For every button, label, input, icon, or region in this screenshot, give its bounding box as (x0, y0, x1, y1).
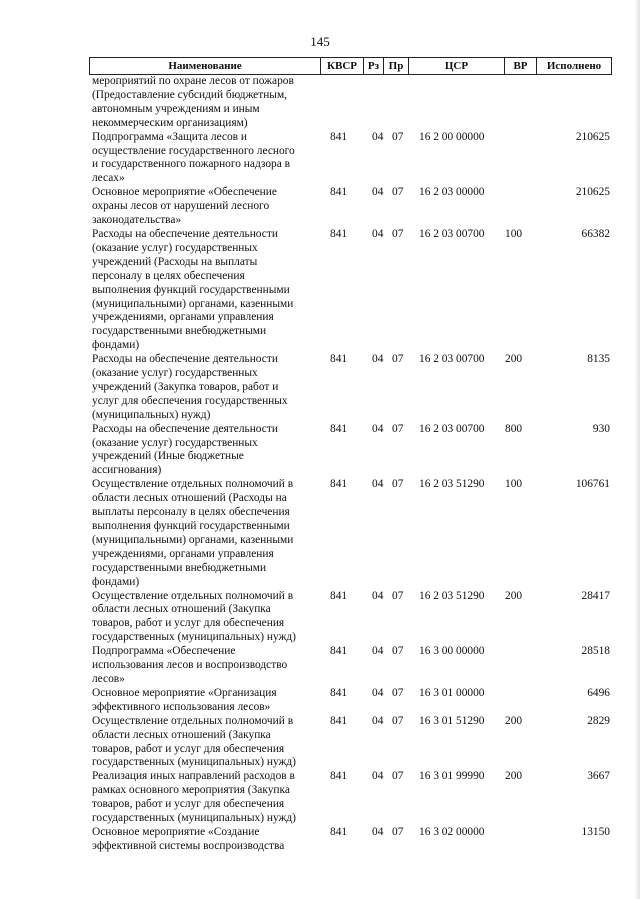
row-name-line: (Предоставление субсидий бюджетным, (92, 88, 287, 101)
header-csr: ЦСР (408, 58, 504, 74)
cell-vr: 200 (505, 589, 523, 602)
cell-executed: 210625 (575, 130, 610, 143)
cell-csr: 16 2 03 51290 (419, 478, 485, 491)
row-name (92, 478, 320, 589)
row-name-line: государственными внебюджетными (92, 325, 267, 338)
row-name-line: выполнения функций государственными (92, 520, 290, 532)
row-name-line: (муниципальными) органами, казенными (92, 297, 294, 310)
row-name (92, 826, 320, 854)
cell-pr: 07 (392, 353, 404, 366)
row-name-line: Подпрограмма «Обеспечение (92, 645, 236, 658)
row-name-line: товаров, работ и услуг для обеспечения (92, 742, 285, 755)
row-name-line: лесов» (92, 672, 125, 685)
cell-executed: 28518 (581, 645, 610, 658)
row-name-line: (муниципальными) органами, казенными (92, 533, 294, 546)
cell-kvsr: 841 (330, 186, 348, 199)
row-name-line: области лесных отношений (Расходы на (92, 492, 287, 505)
cell-kvsr: 841 (330, 714, 348, 727)
row-name-line: законодательства» (92, 214, 182, 227)
row-name (92, 353, 320, 423)
row-name (92, 186, 320, 228)
cell-rz: 04 (372, 130, 384, 143)
cell-executed: 8135 (587, 353, 610, 366)
row-name-line: охраны лесов от нарушений лесного (92, 200, 270, 213)
cell-csr: 16 3 01 99990 (419, 770, 485, 783)
cell-executed: 13150 (581, 825, 610, 838)
cell-rz: 04 (372, 227, 384, 240)
row-name (92, 687, 320, 715)
row-name-line: государственных (муниципальных) нужд) (92, 756, 296, 769)
cell-executed: 930 (592, 422, 610, 435)
table-row (92, 353, 612, 423)
row-name-line: выполнения функций государственными (92, 283, 290, 296)
row-name-line: учреждений (Расходы на выплаты (92, 255, 258, 268)
row-name (92, 715, 320, 771)
table-row (92, 770, 612, 826)
row-name-line: государственными внебюджетными (92, 561, 267, 574)
row-name-line: товаров, работ и услуг для обеспечения (92, 617, 285, 630)
cell-csr: 16 2 03 00700 (419, 422, 485, 435)
row-name-line: (оказание услуг) государственных (92, 436, 258, 449)
cell-pr: 07 (392, 770, 404, 783)
cell-csr: 16 2 03 51290 (419, 589, 485, 602)
cell-executed: 6496 (587, 686, 610, 699)
cell-vr: 100 (505, 227, 523, 240)
row-name-line: (оказание услуг) государственных (92, 241, 258, 254)
header-name: Наименование (89, 58, 320, 74)
cell-rz: 04 (372, 825, 384, 838)
table-row (92, 131, 612, 187)
row-name-line: лесах» (92, 172, 125, 185)
row-name-line: Расходы на обеспечение деятельности (92, 227, 278, 240)
row-name-line: области лесных отношений (Закупка (92, 728, 271, 741)
row-name-line: области лесных отношений (Закупка (92, 603, 271, 616)
row-name-line: Подпрограмма «Защита лесов и (92, 130, 247, 143)
cell-pr: 07 (392, 186, 404, 199)
cell-kvsr: 841 (330, 770, 348, 783)
row-name (92, 228, 320, 353)
row-name-line: эффективного использования лесов» (92, 700, 271, 713)
row-name (92, 423, 320, 479)
row-name-line: Реализация иных направлений расходов в (92, 770, 295, 783)
row-name (92, 131, 320, 187)
row-name-line: эффективной системы воспроизводства (92, 839, 285, 852)
table-row (92, 590, 612, 646)
row-name-line: товаров, работ и услуг для обеспечения (92, 798, 285, 811)
cell-pr: 07 (392, 589, 404, 602)
cell-csr: 16 3 00 00000 (419, 645, 485, 658)
cell-vr: 200 (505, 714, 523, 727)
header-vr: ВР (504, 58, 536, 74)
row-name-line: (муниципальных) нужд) (92, 408, 211, 421)
row-name-line: автономным учреждениям и иным (92, 102, 260, 115)
table-row (92, 645, 612, 687)
cell-csr: 16 3 01 00000 (419, 686, 485, 699)
cell-kvsr: 841 (330, 353, 348, 366)
cell-kvsr: 841 (330, 130, 348, 143)
row-name-line: услуг для обеспечения государственных (92, 394, 288, 407)
row-name-line: Основное мероприятие «Создание (92, 825, 260, 838)
cell-csr: 16 3 02 00000 (419, 825, 485, 838)
header-kvsr: КВСР (320, 58, 363, 74)
cell-csr: 16 2 00 00000 (419, 130, 485, 143)
row-name-line: учреждений (Закупка товаров, работ и (92, 380, 279, 393)
row-name-line: и государственного пожарного надзора в (92, 158, 290, 171)
cell-kvsr: 841 (330, 686, 348, 699)
row-name-line: персоналу в целях обеспечения (92, 269, 245, 282)
cell-kvsr: 841 (330, 422, 348, 435)
row-name-line: выплаты персоналу в целях обеспечения (92, 506, 290, 519)
cell-vr: 200 (505, 353, 523, 366)
cell-pr: 07 (392, 645, 404, 658)
page-number: 145 (310, 34, 330, 49)
cell-vr: 800 (505, 422, 523, 435)
cell-pr: 07 (392, 686, 404, 699)
cell-rz: 04 (372, 353, 384, 366)
cell-csr: 16 2 03 00700 (419, 353, 485, 366)
table-row (92, 423, 612, 479)
cell-pr: 07 (392, 130, 404, 143)
cell-kvsr: 841 (330, 825, 348, 838)
row-name-line: ассигнования) (92, 464, 162, 477)
table-row (92, 687, 612, 715)
cell-kvsr: 841 (330, 589, 348, 602)
cell-rz: 04 (372, 645, 384, 658)
header-executed: Исполнено (536, 58, 612, 74)
table-row (92, 478, 612, 589)
row-name (92, 770, 320, 826)
cell-executed: 3667 (587, 770, 610, 783)
page-edge-shadow (634, 0, 640, 899)
cell-pr: 07 (392, 478, 404, 491)
cell-csr: 16 3 01 51290 (419, 714, 485, 727)
row-name-line: некоммерческим организациям) (92, 116, 248, 129)
cell-vr: 200 (505, 770, 523, 783)
cell-vr: 100 (505, 478, 523, 491)
cell-rz: 04 (372, 422, 384, 435)
table-header (89, 57, 612, 75)
row-name-line: мероприятий по охране лесов от пожаров (92, 75, 294, 87)
cell-rz: 04 (372, 589, 384, 602)
cell-pr: 07 (392, 227, 404, 240)
row-name-line: учреждений (Иные бюджетные (92, 450, 244, 463)
row-name-line: государственных (муниципальных) нужд) (92, 812, 296, 825)
cell-pr: 07 (392, 422, 404, 435)
cell-rz: 04 (372, 770, 384, 783)
table-row (92, 228, 612, 353)
cell-rz: 04 (372, 686, 384, 699)
table-row (92, 186, 612, 228)
cell-csr: 16 2 03 00700 (419, 227, 485, 240)
cell-executed: 2829 (587, 714, 610, 727)
row-name-line: фондами) (92, 339, 140, 352)
cell-executed: 106761 (575, 478, 610, 491)
row-name-line: Осуществление отдельных полномочий в (92, 478, 294, 491)
cell-executed: 28417 (581, 589, 610, 602)
row-name-line: Расходы на обеспечение деятельности (92, 422, 278, 435)
header-rz: Рз (363, 58, 383, 74)
table-body (92, 75, 612, 854)
row-name-line: учреждениями, органами управления (92, 311, 274, 324)
cell-rz: 04 (372, 714, 384, 727)
row-name-line: фондами) (92, 575, 140, 588)
row-name (92, 590, 320, 646)
cell-executed: 66382 (581, 227, 610, 240)
row-name (92, 645, 320, 687)
row-name-line: учреждениями, органами управления (92, 547, 274, 560)
row-name-line: Основное мероприятие «Организация (92, 686, 277, 699)
row-name-line: использования лесов и воспроизводство (92, 659, 288, 672)
cell-pr: 07 (392, 714, 404, 727)
cell-kvsr: 841 (330, 478, 348, 491)
cell-rz: 04 (372, 186, 384, 199)
row-name-line: Расходы на обеспечение деятельности (92, 353, 278, 366)
cell-executed: 210625 (575, 186, 610, 199)
row-name-line: (оказание услуг) государственных (92, 367, 258, 380)
cell-rz: 04 (372, 478, 384, 491)
row-name-line: Осуществление отдельных полномочий в (92, 589, 294, 602)
row-name (92, 75, 320, 131)
row-name-line: Основное мероприятие «Обеспечение (92, 186, 277, 199)
table-row (92, 715, 612, 771)
row-name-line: рамках основного мероприятия (Закупка (92, 784, 290, 797)
table-row (92, 75, 612, 131)
table-row (92, 826, 612, 854)
cell-pr: 07 (392, 825, 404, 838)
row-name-line: Осуществление отдельных полномочий в (92, 714, 294, 727)
cell-csr: 16 2 03 00000 (419, 186, 485, 199)
cell-kvsr: 841 (330, 227, 348, 240)
header-pr: Пр (383, 58, 408, 74)
row-name-line: государственных (муниципальных) нужд) (92, 631, 296, 644)
cell-kvsr: 841 (330, 645, 348, 658)
row-name-line: осуществление государственного лесного (92, 144, 295, 157)
